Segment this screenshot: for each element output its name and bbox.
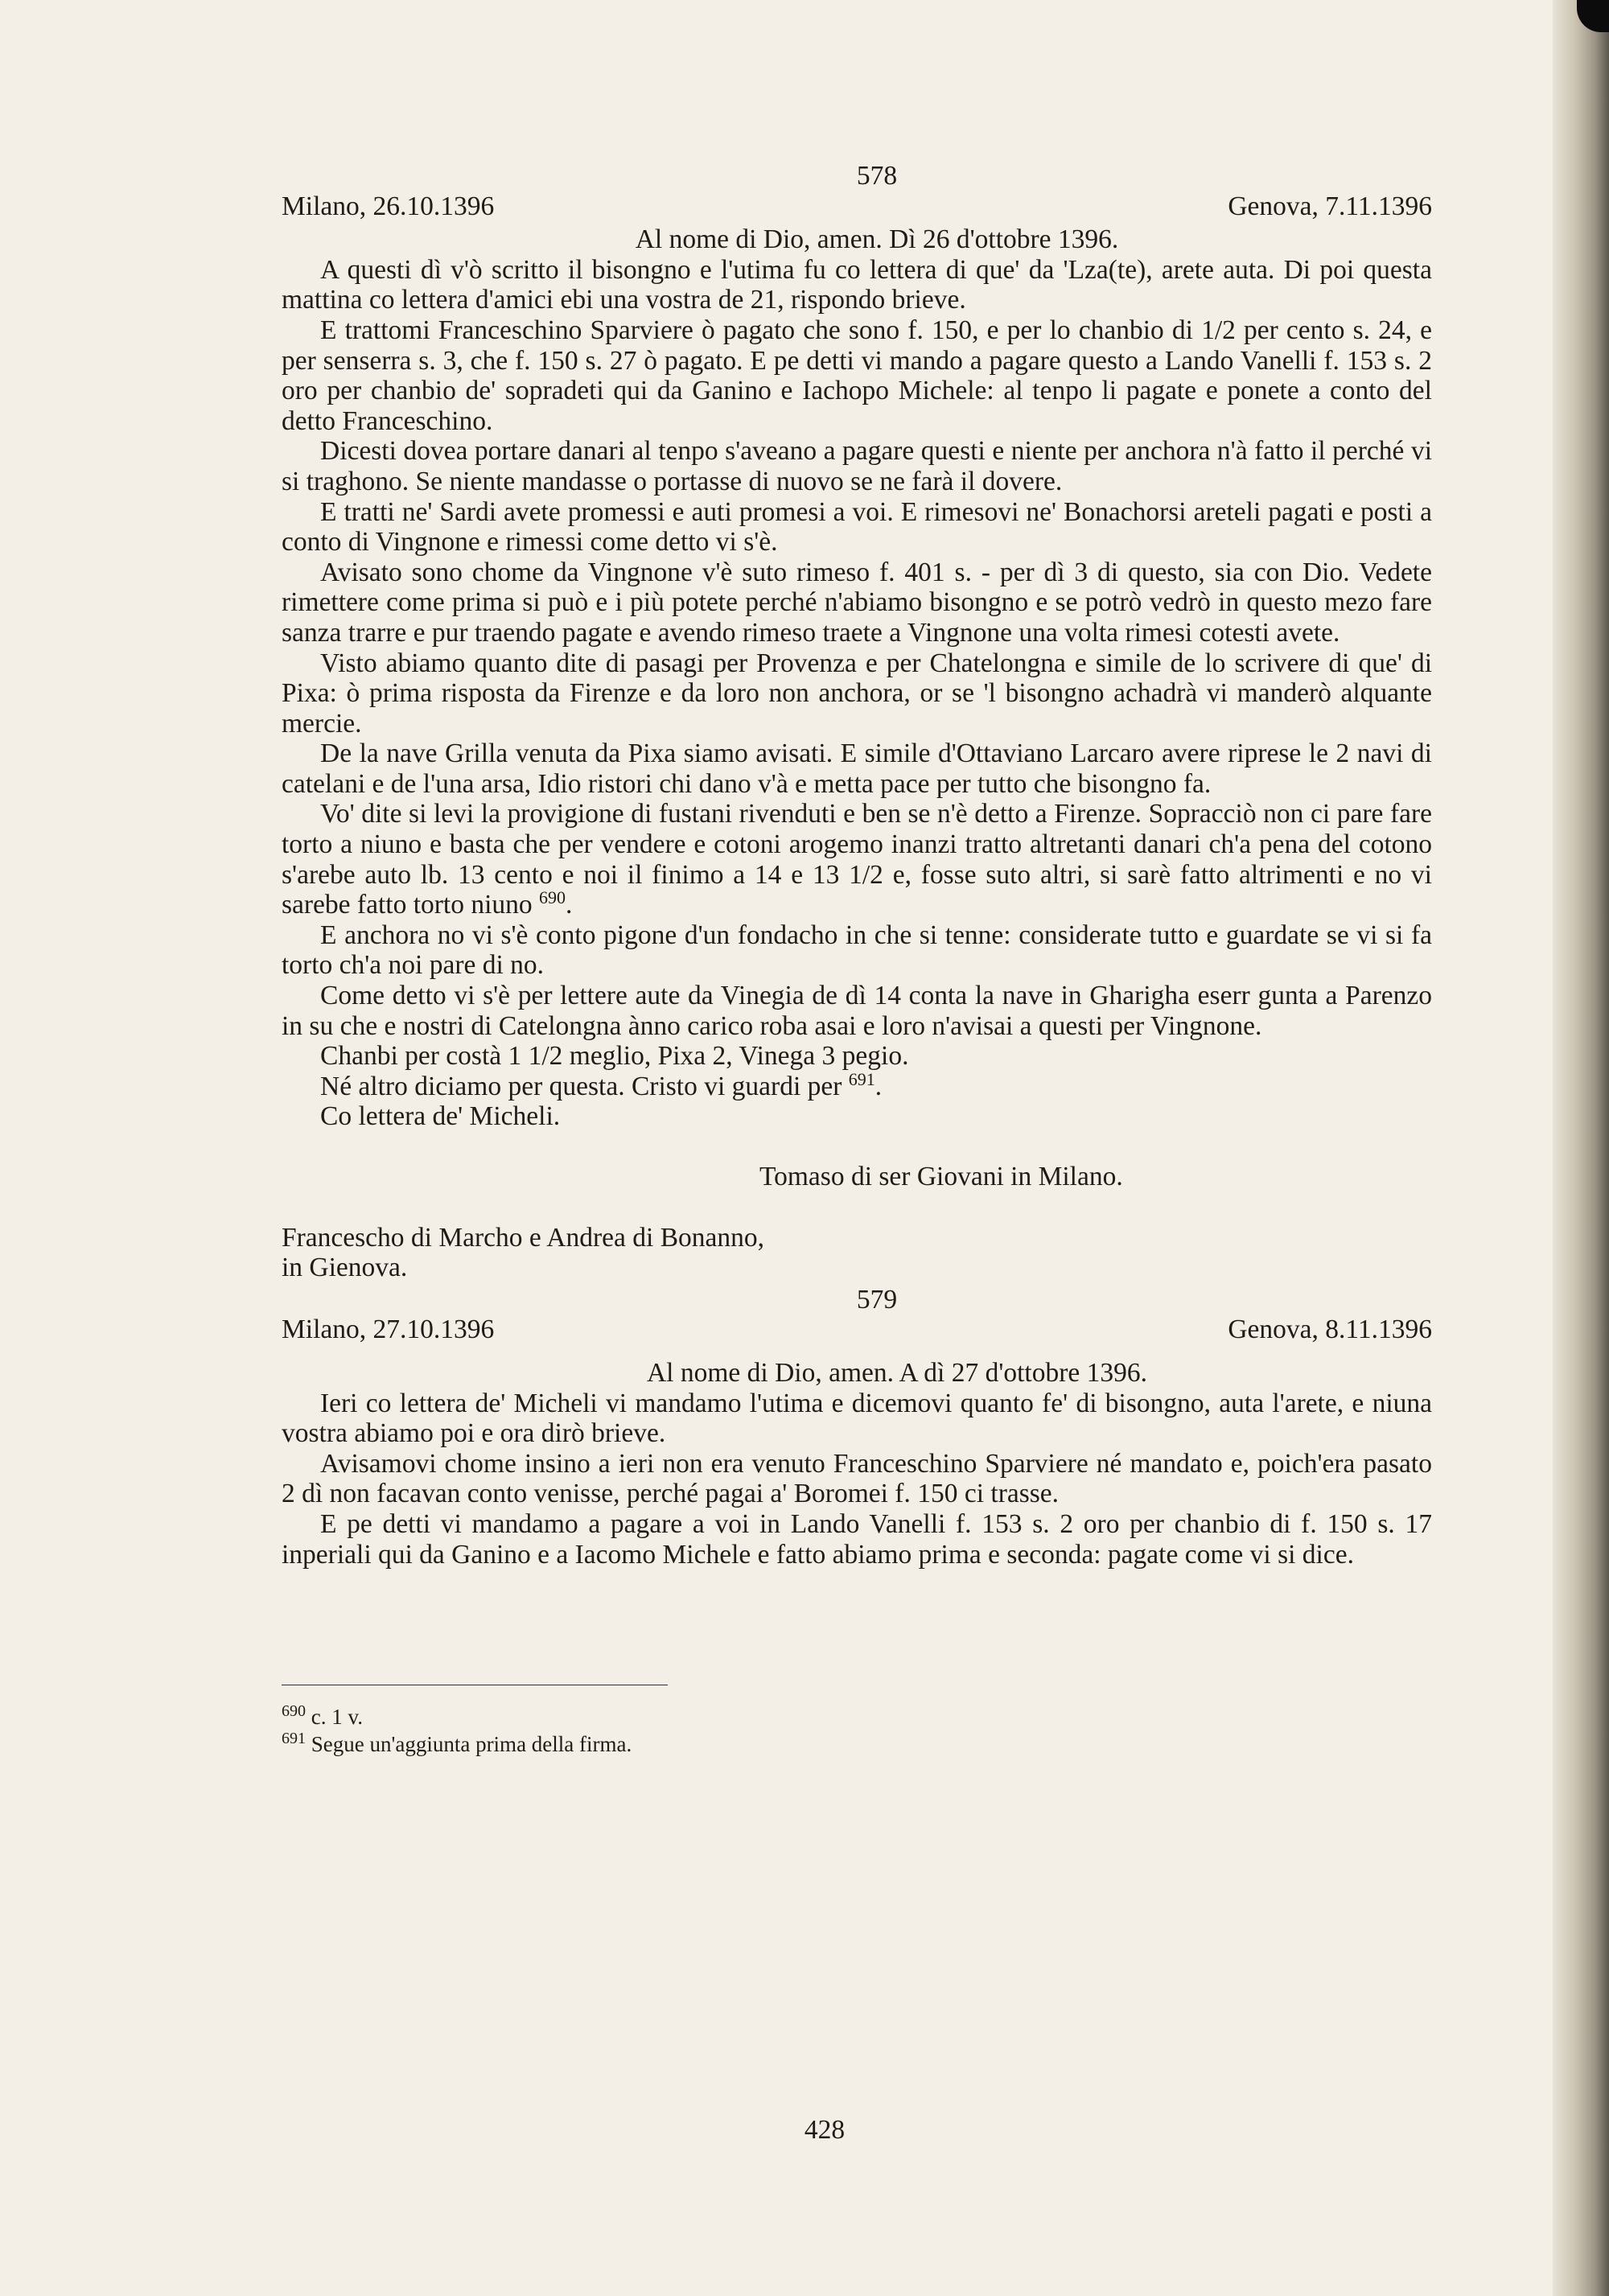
footnote-ref-690[interactable]: 690 — [539, 887, 566, 908]
paragraph-fustani — [282, 799, 1432, 920]
paragraph: Co lettera de' Micheli. — [320, 1101, 561, 1132]
footnote-text: c. 1 v. — [311, 1705, 363, 1730]
paragraph: E trattomi Franceschino Sparviere ò pagato che sono f. 150, e per lo chanbio di 1/2 per cento s. 24, e per senserra s. 3, che f. 150 s. 27 ò pagato. E pe detti vi mando a pagare questo a Lando Vanelli f. 153 s. 2 oro per chanbio de' sopradeti qui da Ganino e Iachopo Michele: al tenpo li pagate e ponete a conto del detto Franceschino. — [282, 315, 1432, 436]
paragraph-text: Vo' dite si levi la provigione di fustani rivenduti e ben se n'è detto a Firenze. Sopracciò non ci pare fare torto a niuno e basta che per vendere e cotoni arogemo inanzi tratto altretanti danari ch'a pena del cotono s'arebe auto lb. 13 cento e noi il finimo a 14 e 13 1/2 e, fosse suto altri, si sarè fatto altrimenti e no vi sarebe fatto torto niuno — [282, 799, 1432, 920]
signature: Tomaso di ser Giovani in Milano. — [759, 1162, 1123, 1191]
paragraph: Come detto vi s'è per lettere aute da Vinegia de dì 14 conta la nave in Gharigha eserr gunta a Parenzo in su che e nostri di Catelongna ànno carico roba asai e loro n'avisai a questi per Vingnone. — [282, 981, 1432, 1041]
letter-opening: Al nome di Dio, amen. Dì 26 d'ottobre 1396. — [635, 224, 1119, 255]
punctuation: . — [566, 890, 573, 920]
letter-578 — [282, 161, 1432, 1283]
letter-579 — [282, 1285, 1432, 1570]
footnotes — [282, 1703, 1432, 1758]
book-gutter-shadow — [1553, 0, 1609, 2296]
footnote-691 — [282, 1730, 1432, 1758]
paragraph: Ieri co lettera de' Micheli vi mandamo l'utima e dicemovi quanto fe' di bisongno, auta l'arete, e niuna vostra abiamo poi e ora dirò brieve. — [282, 1388, 1432, 1449]
letter-number: 578 — [856, 161, 898, 191]
paragraph: Chanbi per costà 1 1/2 meglio, Pixa 2, Vinega 3 pegio. — [320, 1041, 909, 1072]
footnote-690 — [282, 1703, 1432, 1730]
paragraph: De la nave Grilla venuta da Pixa siamo avisati. E simile d'Ottaviano Larcaro avere riprese le 2 navi di catelani e de l'una arsa, Idio ristori chi dano v'à e metta pace per tutto che bisongno fa. — [282, 739, 1432, 799]
document-page — [282, 161, 1432, 1758]
footnote-ref-691[interactable]: 691 — [848, 1068, 875, 1089]
footnote-number: 691 — [282, 1730, 306, 1748]
place-date-from: Milano, 26.10.1396 — [282, 191, 495, 221]
paragraph: E anchora no vi s'è conto pigone d'un fondacho in che si tenne: considerate tutto e guardate se vi si fa torto ch'a noi pare di no. — [282, 920, 1432, 981]
address-line: Francescho di Marcho e Andrea di Bonanno, — [282, 1222, 765, 1253]
paragraph-closing — [282, 1068, 1432, 1102]
page-number: 428 — [804, 2115, 846, 2145]
place-date-to: Genova, 8.11.1396 — [1228, 1315, 1432, 1345]
punctuation: . — [874, 1071, 883, 1101]
footnote-number: 690 — [282, 1702, 306, 1721]
letter-number: 579 — [856, 1284, 898, 1315]
paragraph: E pe detti vi mandamo a pagare a voi in Lando Vanelli f. 153 s. 2 oro per chanbio di f. 150 s. 17 inperiali qui da Ganino e a Iacomo Michele e fatto abiamo prima e seconda: pagate come vi si dice. — [282, 1508, 1432, 1570]
paragraph: Dicesti dovea portare danari al tenpo s'aveano a pagare questi e niente per anchora n'à fatto il perché vi si traghono. Se niente mandasse o portasse di nuovo se ne farà il dovere. — [282, 436, 1432, 496]
paragraph: Visto abiamo quanto dite di pasagi per Provenza e per Chatelongna e simile de lo scrivere di que' di Pixa: ò prima risposta da Firenze e da loro non anchora, or se 'l bisongno achadrà vi manderò alquante mercie. — [282, 648, 1432, 739]
paragraph: A questi dì v'ò scritto il bisongno e l'utima fu co lettera di que' da 'Lza(te), arete auta. Di poi questa mattina co lettera d'amici ebi una vostra de 21, rispondo brieve. — [282, 254, 1432, 315]
letter-header — [282, 191, 1432, 222]
letter-header — [282, 1315, 1432, 1345]
address-line: in Gienova. — [282, 1253, 408, 1283]
paragraph: Avisato sono chome da Vingnone v'è suto rimeso f. 401 s. - per dì 3 di questo, sia con Dio. Vedete rimettere come prima si può e i più potete perché n'abiamo bisongno e se potrò vedrò in questo mezo fare sanza trarre e pur traendo pagate e avendo rimeso traete a Vingnone una volta rimesi cotesti avete. — [282, 557, 1432, 648]
paragraph-text: Né altro diciamo per questa. Cristo vi guardi per — [320, 1071, 842, 1101]
paragraph: Avisamovi chome insino a ieri non era venuto Franceschino Sparviere né mandato e, poich'era pasato 2 dì non facavan conto venisse, perché pagai a' Boromei f. 150 ci trasse. — [282, 1448, 1432, 1509]
place-date-to: Genova, 7.11.1396 — [1228, 191, 1432, 221]
place-date-from: Milano, 27.10.1396 — [282, 1315, 495, 1345]
footnote-text: Segue un'aggiunta prima della firma. — [311, 1732, 632, 1757]
letter-opening: Al nome di Dio, amen. A dì 27 d'ottobre 1396. — [646, 1357, 1147, 1388]
paragraph: E tratti ne' Sardi avete promessi e auti promesi a voi. E rimesovi ne' Bonachorsi areteli pagati e posti a conto di Vingnone e rimessi come detto vi s'è. — [282, 496, 1432, 558]
